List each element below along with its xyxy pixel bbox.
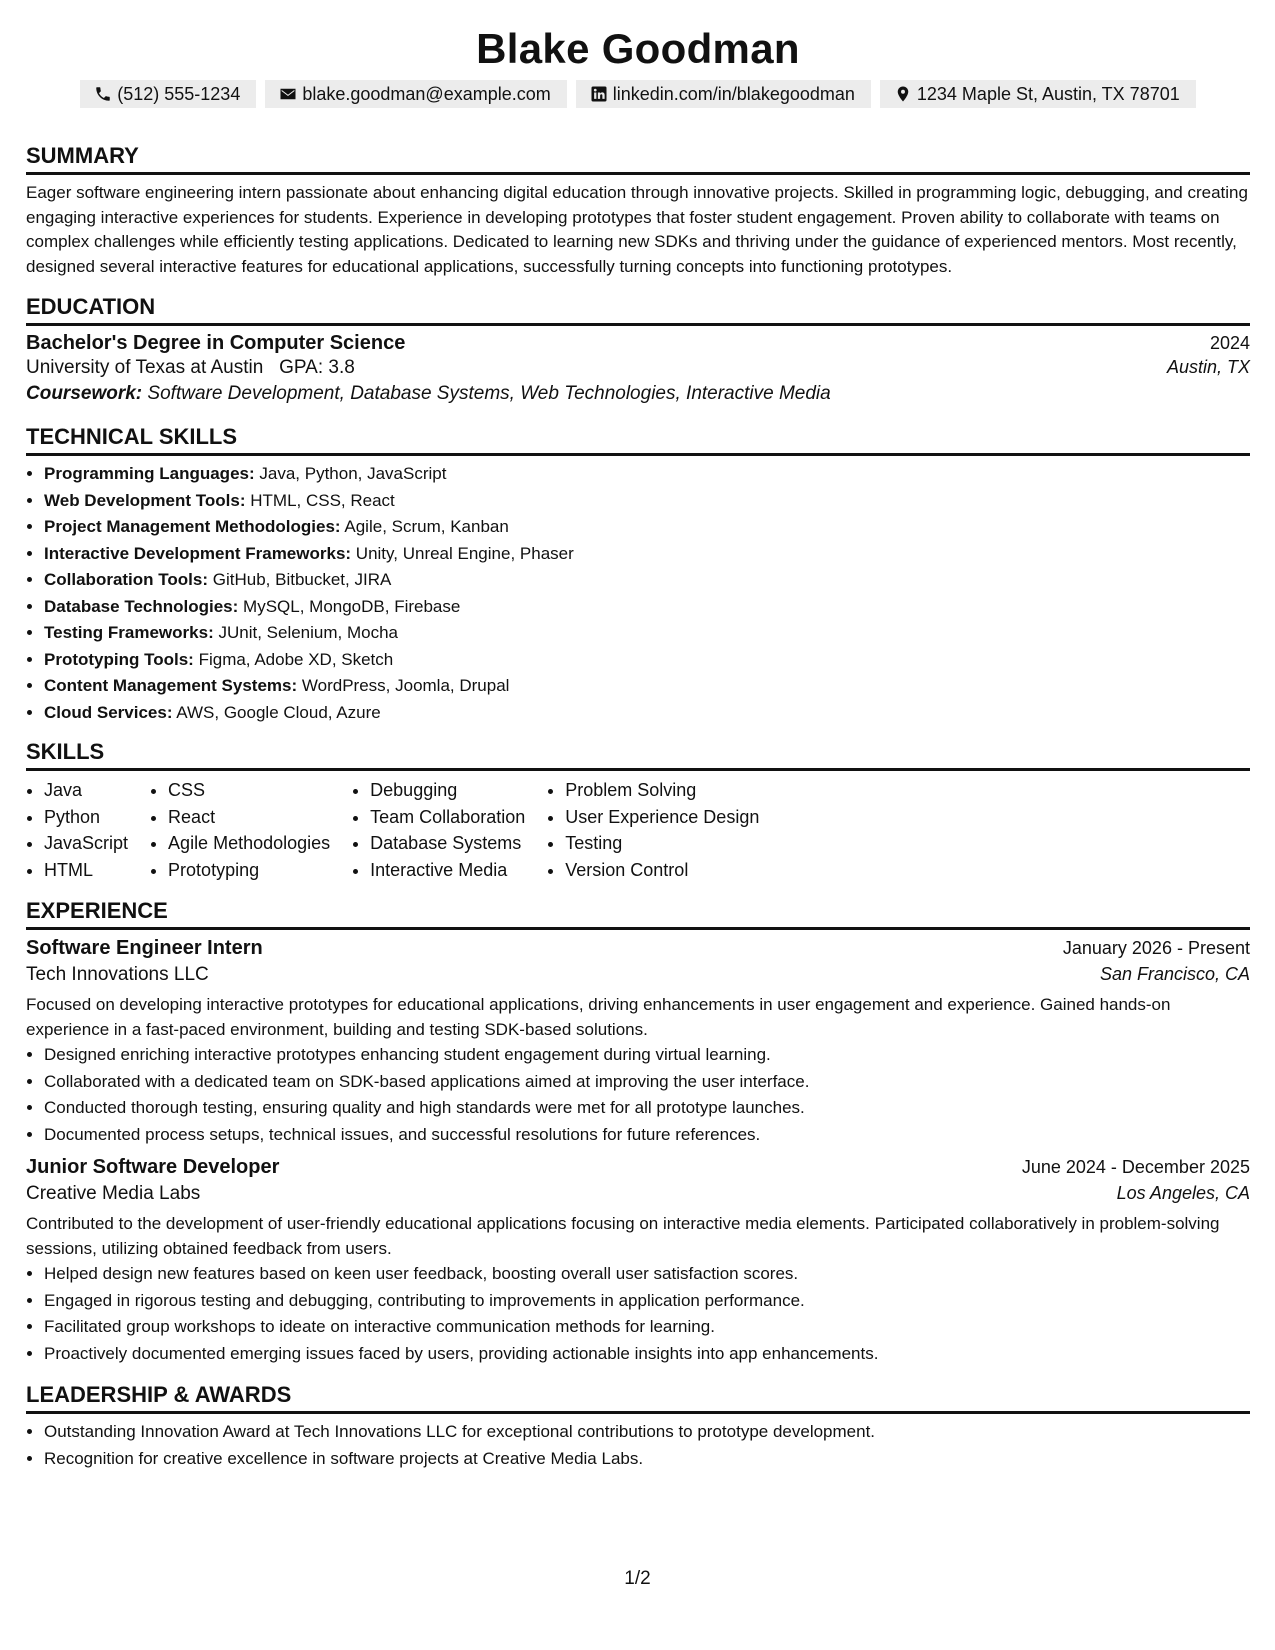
contact-phone[interactable] [80, 80, 256, 108]
school-row [26, 357, 1250, 379]
list-item: • Java [44, 777, 128, 804]
list-item: • User Experience Design [565, 804, 759, 831]
contact-linkedin-text: linkedin.com/in/blakegoodman [612, 83, 855, 104]
skill-category: Testing Frameworks: [44, 623, 214, 642]
leadership-heading: LEADERSHIP & AWARDS [26, 1381, 1250, 1414]
job-company: Tech Innovations LLC [26, 964, 209, 985]
list-item: • Testing [565, 830, 759, 857]
list-item: • Team Collaboration [370, 804, 525, 831]
list-item: • Python [44, 804, 128, 831]
list-item: • Conducted thorough testing, ensuring quality and high standards were met for all prototype launches. [44, 1095, 1250, 1122]
list-item: • Facilitated group workshops to ideate on interactive communication methods for learning. [44, 1314, 1250, 1341]
job-summary: Contributed to the development of user-friendly educational applications focusing on interactive media elements. Participated collaboratively in problem-solving sessions, utilizing obtained feedback from users. [26, 1214, 1220, 1258]
experience-section [26, 897, 1250, 1367]
summary-heading: SUMMARY [26, 142, 1250, 175]
list-item: • CSS [168, 777, 330, 804]
contact-phone-text: (512) 555-1234 [117, 83, 241, 104]
summary-section [26, 142, 1250, 279]
skill-category: Cloud Services: [44, 702, 173, 722]
list-item: • Debugging [370, 777, 525, 804]
phone-icon [94, 85, 112, 103]
skill-values: Java, Python, JavaScript [259, 464, 447, 483]
envelope-icon [279, 85, 297, 103]
skills-column [150, 777, 330, 883]
candidate-name: Blake Goodman [476, 25, 800, 72]
education-heading: EDUCATION [26, 293, 1250, 326]
skills-section [26, 738, 1250, 883]
coursework-label: Coursework: [26, 383, 143, 404]
list-item [44, 673, 1250, 700]
list-item: • JavaScript [44, 830, 128, 857]
contact-address[interactable] [880, 80, 1196, 108]
list-item [44, 514, 1250, 541]
page-number: 1/2 [624, 1568, 651, 1589]
skill-values: JUnit, Selenium, Mocha [218, 623, 398, 642]
leadership-section [26, 1381, 1250, 1472]
list-item [44, 594, 1250, 621]
skill-category: Database Technologies: [44, 596, 239, 616]
list-item: • Problem Solving [565, 777, 759, 804]
list-item [44, 700, 1250, 727]
skill-category: Programming Languages: [44, 464, 255, 483]
job-title-row [26, 937, 1250, 960]
coursework [26, 383, 1250, 405]
list-item: • Helped design new features based on keen user feedback, boosting overall user satisfaction scores. [44, 1261, 1250, 1288]
contact-address-text: 1234 Maple St, Austin, TX 78701 [916, 83, 1180, 104]
linkedin-icon [590, 85, 608, 103]
job-dates: June 2024 - December 2025 [1021, 1157, 1250, 1177]
job-location: San Francisco, CA [1099, 964, 1250, 984]
list-item [44, 461, 1250, 488]
list-item: • Prototyping [168, 857, 330, 884]
graduation-year: 2024 [1209, 333, 1250, 353]
list-item [44, 541, 1250, 568]
skill-category: Collaboration Tools: [44, 570, 209, 589]
job-title-row [26, 1156, 1250, 1179]
job-company-row [26, 1183, 1250, 1205]
leadership-list [26, 1419, 1250, 1472]
school-name: University of Texas at Austin [26, 357, 264, 378]
skills-column [547, 777, 759, 883]
skills-column [26, 777, 128, 883]
skills-grid [26, 777, 1250, 883]
contact-email[interactable] [265, 80, 566, 108]
skill-category: Project Management Methodologies: [44, 517, 341, 536]
skill-category: Prototyping Tools: [44, 649, 194, 669]
list-item [44, 488, 1250, 515]
skill-category: Web Development Tools: [44, 490, 246, 510]
list-item: • Engaged in rigorous testing and debugging, contributing to improvements in application performance. [44, 1288, 1250, 1315]
skill-category: Interactive Development Frameworks: [44, 543, 352, 563]
school-location: Austin, TX [1166, 357, 1250, 377]
list-item: • Agile Methodologies [168, 830, 330, 857]
list-item [44, 647, 1250, 674]
list-item: • Documented process setups, technical issues, and successful resolutions for future references. [44, 1122, 1250, 1149]
technical-skills-section [26, 423, 1250, 726]
resume-page [26, 20, 1250, 1472]
job-summary: Focused on developing interactive prototypes for educational applications, driving enhancements in user engagement and experience. Gained hands-on experience in a fast-paced environment, building and testing SDK-based solutions. [26, 995, 1171, 1039]
list-item: • Collaborated with a dedicated team on SDK-based applications aimed at improving the user interface. [44, 1069, 1250, 1096]
job-company: Creative Media Labs [26, 1183, 201, 1204]
list-item: • Proactively documented emerging issues faced by users, providing actionable insights into app enhancements. [44, 1341, 1250, 1368]
job-company-row [26, 964, 1250, 986]
skill-values: Unity, Unreal Engine, Phaser [355, 543, 574, 563]
list-item: • HTML [44, 857, 128, 884]
gpa: GPA: 3.8 [279, 357, 355, 378]
summary-text: Eager software engineering intern passionate about enhancing digital education through innovative projects. Skilled in programming logic, debugging, and creating engaging interactive experiences for students. Experience in developing prototypes that foster student engagement. Proven ability to collaborate with teams on complex challenges while efficiently testing applications. Dedicated to learning new SDKs and thriving under the guidance of experienced mentors. Most recently, designed several interactive features for educational applications, successfully turning concepts into functioning prototypes. [26, 183, 1248, 276]
skill-values: Figma, Adobe XD, Sketch [198, 649, 394, 669]
education-row [26, 332, 1250, 355]
skill-values: Agile, Scrum, Kanban [344, 517, 509, 536]
list-item: • Designed enriching interactive prototypes enhancing student engagement during virtual learning. [44, 1042, 1250, 1069]
skill-values: WordPress, Joomla, Drupal [301, 676, 510, 695]
skill-category: Content Management Systems: [44, 676, 298, 695]
experience-heading: EXPERIENCE [26, 897, 1250, 930]
skill-values: MySQL, MongoDB, Firebase [243, 596, 461, 616]
list-item [44, 567, 1250, 594]
job-role: Software Engineer Intern [26, 937, 263, 959]
coursework-list: Software Development, Database Systems, Web Technologies, Interactive Media [147, 383, 831, 404]
list-item: • Recognition for creative excellence in software projects at Creative Media Labs. [44, 1446, 1250, 1473]
job-role: Junior Software Developer [26, 1156, 280, 1178]
skills-column [352, 777, 525, 883]
list-item [44, 620, 1250, 647]
technical-skills-list [26, 461, 1250, 726]
list-item: • React [168, 804, 330, 831]
job-location: Los Angeles, CA [1116, 1183, 1250, 1203]
job-bullets [26, 1042, 1250, 1148]
job-entry [26, 937, 1250, 1148]
skills-heading: SKILLS [26, 738, 1250, 771]
degree-title: Bachelor's Degree in Computer Science [26, 332, 406, 354]
contact-email-text: blake.goodman@example.com [302, 83, 551, 104]
list-item: • Outstanding Innovation Award at Tech Innovations LLC for exceptional contributions to prototype development. [44, 1419, 1250, 1446]
job-bullets [26, 1261, 1250, 1367]
school-info [26, 357, 355, 379]
skill-values: HTML, CSS, React [250, 490, 395, 510]
list-item: • Version Control [565, 857, 759, 884]
technical-skills-heading: TECHNICAL SKILLS [26, 423, 1250, 456]
contact-linkedin[interactable] [576, 80, 871, 108]
education-section [26, 293, 1250, 405]
contact-bar [26, 80, 1250, 108]
map-pin-icon [894, 85, 912, 103]
job-dates: January 2026 - Present [1062, 938, 1250, 958]
job-entry [26, 1156, 1250, 1367]
list-item: • Database Systems [370, 830, 525, 857]
skill-values: AWS, Google Cloud, Azure [176, 702, 381, 722]
list-item: • Interactive Media [370, 857, 525, 884]
skill-values: GitHub, Bitbucket, JIRA [212, 570, 392, 589]
